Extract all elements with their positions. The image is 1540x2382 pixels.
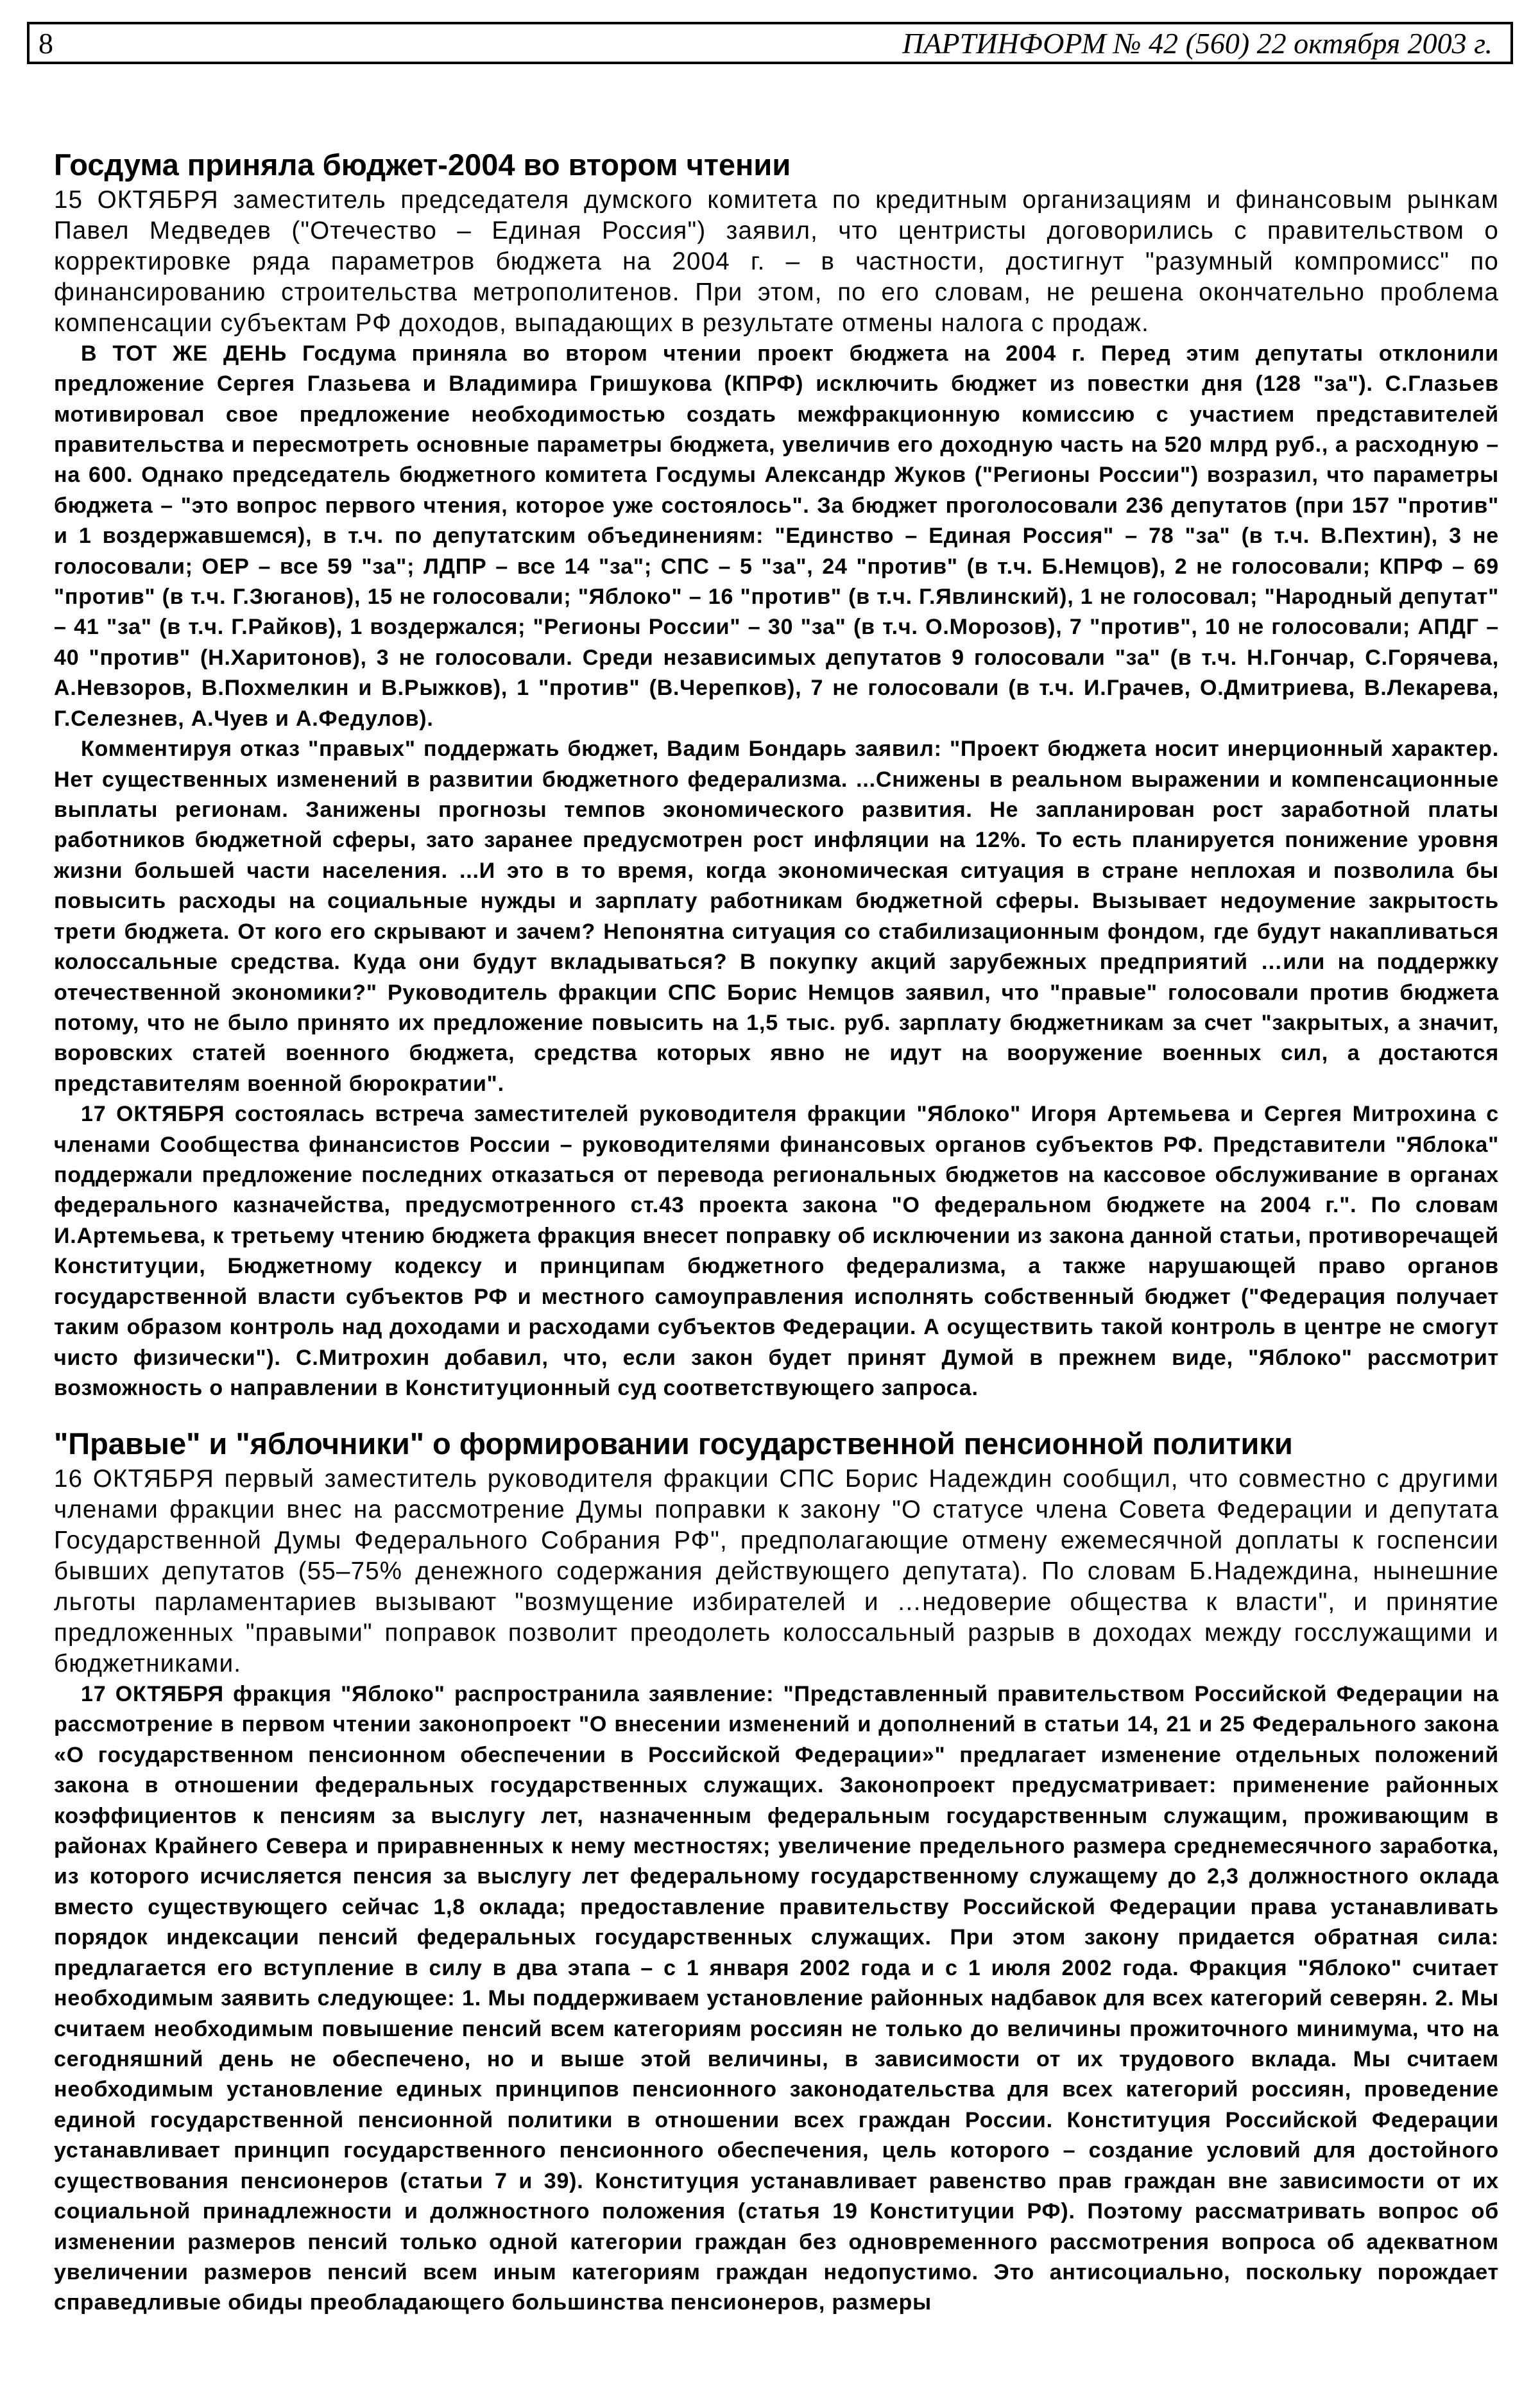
article-title: Госдума приняла бюджет-2004 во втором чтении <box>54 148 791 182</box>
article-budget <box>54 148 1499 1403</box>
article-title: "Правые" и "яблочники" о формировании государственной пенсионной политики <box>54 1427 1293 1461</box>
article-paragraph: 15 ОКТЯБРЯ заместитель председателя думского комитета по кредитным организациям и финансовым рынкам Павел Медведев ("Отечество – Единая Россия") заявил, что центристы договорились с правительством о корректировке ряда параметров бюджета на 2004 г. – в частности, достигнут "разумный компромисс" по финансированию строительства метрополитенов. При этом, по его словам, не решена окончательно проблема компенсации субъектам РФ доходов, выпадающих в результате отмены налога с продаж. <box>54 186 1499 337</box>
publication-info: ПАРТИНФОРМ № 42 (560) 22 октября 2003 г. <box>902 26 1493 60</box>
page-content <box>27 148 1513 2318</box>
article-paragraph: 16 ОКТЯБРЯ первый заместитель руководителя фракции СПС Борис Надеждин сообщил, что совместно с другими членами фракции внес на рассмотрение Думы поправки к закону "О статусе члена Совета Федерации и депутата Государственной Думы Федерального Собрания РФ", предполагающие отмену ежемесячной доплаты к госпенсии бывших депутатов (55–75% денежного содержания действующего депутата). По словам Б.Надеждина, нынешние льготы парламентариев вызывают "возмущение избирателей и …недоверие общества к власти", и принятие предложенных "правыми" поправок позволит преодолеть колоссальный разрыв в доходах между госслужащими и бюджетниками. <box>54 1465 1499 1677</box>
article-paragraph: Комментируя отказ "правых" поддержать бюджет, Вадим Бондарь заявил: "Проект бюджета носит инерционный характер. Нет существенных изменений в развитии бюджетного федерализма. ...Снижены в реальном выражении и компенсационные выплаты регионам. Занижены прогнозы темпов экономического развития. Не запланирован рост заработной платы работников бюджетной сферы, зато заранее предусмотрен рост инфляции на 12%. То есть планируется понижение уровня жизни большей части населения. ...И это в то время, когда экономическая ситуация в стране неплохая и позволила бы повысить расходы на социальные нужды и зарплату работникам бюджетной сферы. Вызывает недоумение закрытость трети бюджета. От кого его скрывают и зачем? Непонятна ситуация со стабилизационным фондом, где будут накапливаться колоссальные средства. Куда они будут вкладываться? В покупку акций зарубежных предприятий …или на поддержку отечественной экономики?" Руководитель фракции СПС Борис Немцов заявил, что "правые" голосовали против бюджета потому, что не было принято их предложение повысить на 1,5 тыс. руб. зарплату бюджетникам за счет "закрытых, а значит, воровских статей военного бюджета, средства которых явно не идут на вооружение военных сил, а достаются представителям военной бюрократии". <box>54 737 1499 1096</box>
page-number: 8 <box>38 26 53 60</box>
article-paragraph: 17 ОКТЯБРЯ состоялась встреча заместителей руководителя фракции "Яблоко" Игоря Артемьева и Сергея Митрохина с членами Сообщества финансистов России – руководителями финансовых органов субъектов РФ. Представители "Яблока" поддержали предложение последних отказаться от перевода региональных бюджетов на кассовое обслуживание в органах федерального казначейства, предусмотренного ст.43 проекта закона "О федеральном бюджете на 2004 г.". По словам И.Артемьева, к третьему чтению бюджета фракция внесет поправку об исключении из закона данной статьи, противоречащей Конституции, Бюджетному кодексу и принципам бюджетного федерализма, а также нарушающей право органов государственной власти субъектов РФ и местного самоуправления исполнять собственный бюджет ("Федерация получает таким образом контроль над доходами и расходами субъектов Федерации. А осуществить такой контроль в центре не смогут чисто физически"). С.Митрохин добавил, что, если закон будет принят Думой в прежнем виде, "Яблоко" рассмотрит возможность о направлении в Конституционный суд соответствующего запроса. <box>54 1102 1499 1400</box>
article-paragraph: 17 ОКТЯБРЯ фракция "Яблоко" распространила заявление: "Представленный правительством Российской Федерации на рассмотрение в первом чтении законопроект "О внесении изменений и дополнений в статьи 14, 21 и 25 Федерального закона «О государственном пенсионном обеспечении в Российской Федерации»" предлагает изменение отдельных положений закона в отношении федеральных государственных служащих. Законопроект предусматривает: применение районных коэффициентов к пенсиям за выслугу лет, назначенным федеральным государственным служащим, проживающим в районах Крайнего Севера и приравненных к нему местностях; увеличение предельного размера среднемесячного заработка, из которого исчисляется пенсия за выслугу лет федеральному государственному служащему до 2,3 должностного оклада вместо существующего сейчас 1,8 оклада; предоставление правительству Российской Федерации права устанавливать порядок индексации пенсий федеральных государственных служащих. При этом закону придается обратная сила: предлагается его вступление в силу в два этапа – с 1 января 2002 года и с 1 июля 2002 года. Фракция "Яблоко" считает необходимым заявить следующее: 1. Мы поддерживаем установление районных надбавок для всех категорий северян. 2. Мы считаем необходимым повышение пенсий всем категориям россиян не только до величины прожиточного минимума, что на сегодняшний день не обеспечено, но и выше этой величины, в зависимости от их трудового вклада. Мы считаем необходимым установление единых принципов пенсионного законодательства для всех категорий россиян, проведение единой государственной пенсионной политики в отношении всех граждан России. Конституция Российской Федерации устанавливает принцип государственного пенсионного обеспечения, цель которого – создание условий для достойного существования пенсионеров (статьи 7 и 39). Конституция устанавливает равенство прав граждан вне зависимости от их социальной принадлежности и должностного положения (статья 19 Конституции РФ). Поэтому рассматривать вопрос об изменении размеров пенсий только одной категории граждан без одновременного рассмотрения вопроса об адекватном увеличении размеров пенсий всем иным категориям граждан недопустимо. Это антисоциально, поскольку порождает справедливые обиды преобладающего большинства пенсионеров, размеры <box>54 1681 1499 2315</box>
article-paragraph: В ТОТ ЖЕ ДЕНЬ Госдума приняла во втором чтении проект бюджета на 2004 г. Перед этим депутаты отклонили предложение Сергея Глазьева и Владимира Гришукова (КПРФ) исключить бюджет из повестки дня (128 "за"). С.Глазьев мотивировал свое предложение необходимостью создать межфракционную комиссию с участием представителей правительства и пересмотреть основные параметры бюджета, увеличив его доходную часть на 520 млрд руб., а расходную – на 600. Однако председатель бюджетного комитета Госдумы Александр Жуков ("Регионы России") возразил, что параметры бюджета – "это вопрос первого чтения, которое уже состоялось". За бюджет проголосовали 236 депутатов (при 157 "против" и 1 воздержавшемся), в т.ч. по депутатским объединениям: "Единство – Единая Россия" – 78 "за" (в т.ч. В.Пехтин), 3 не голосовали; ОЕР – все 59 "за"; ЛДПР – все 14 "за"; СПС – 5 "за", 24 "против" (в т.ч. Б.Немцов), 2 не голосовали; КПРФ – 69 "против" (в т.ч. Г.Зюганов), 15 не голосовали; "Яблоко" – 16 "против" (в т.ч. Г.Явлинский), 1 не голосовал; "Народный депутат" – 41 "за" (в т.ч. Г.Райков), 1 воздержался; "Регионы России" – 30 "за" (в т.ч. О.Морозов), 7 "против", 10 не голосовали; АПДГ – 40 "против" (Н.Харитонов), 3 не голосовали. Среди независимых депутатов 9 голосовали "за" (в т.ч. Н.Гончар, С.Горячева, А.Невзоров, В.Похмелкин и В.Рыжков), 1 "против" (В.Черепков), 7 не голосовали (в т.ч. И.Грачев, О.Дмитриева, В.Лекарева, Г.Селезнев, А.Чуев и А.Федулов). <box>54 341 1499 731</box>
article-pension-policy <box>54 1427 1499 2318</box>
page-header <box>27 22 1513 64</box>
